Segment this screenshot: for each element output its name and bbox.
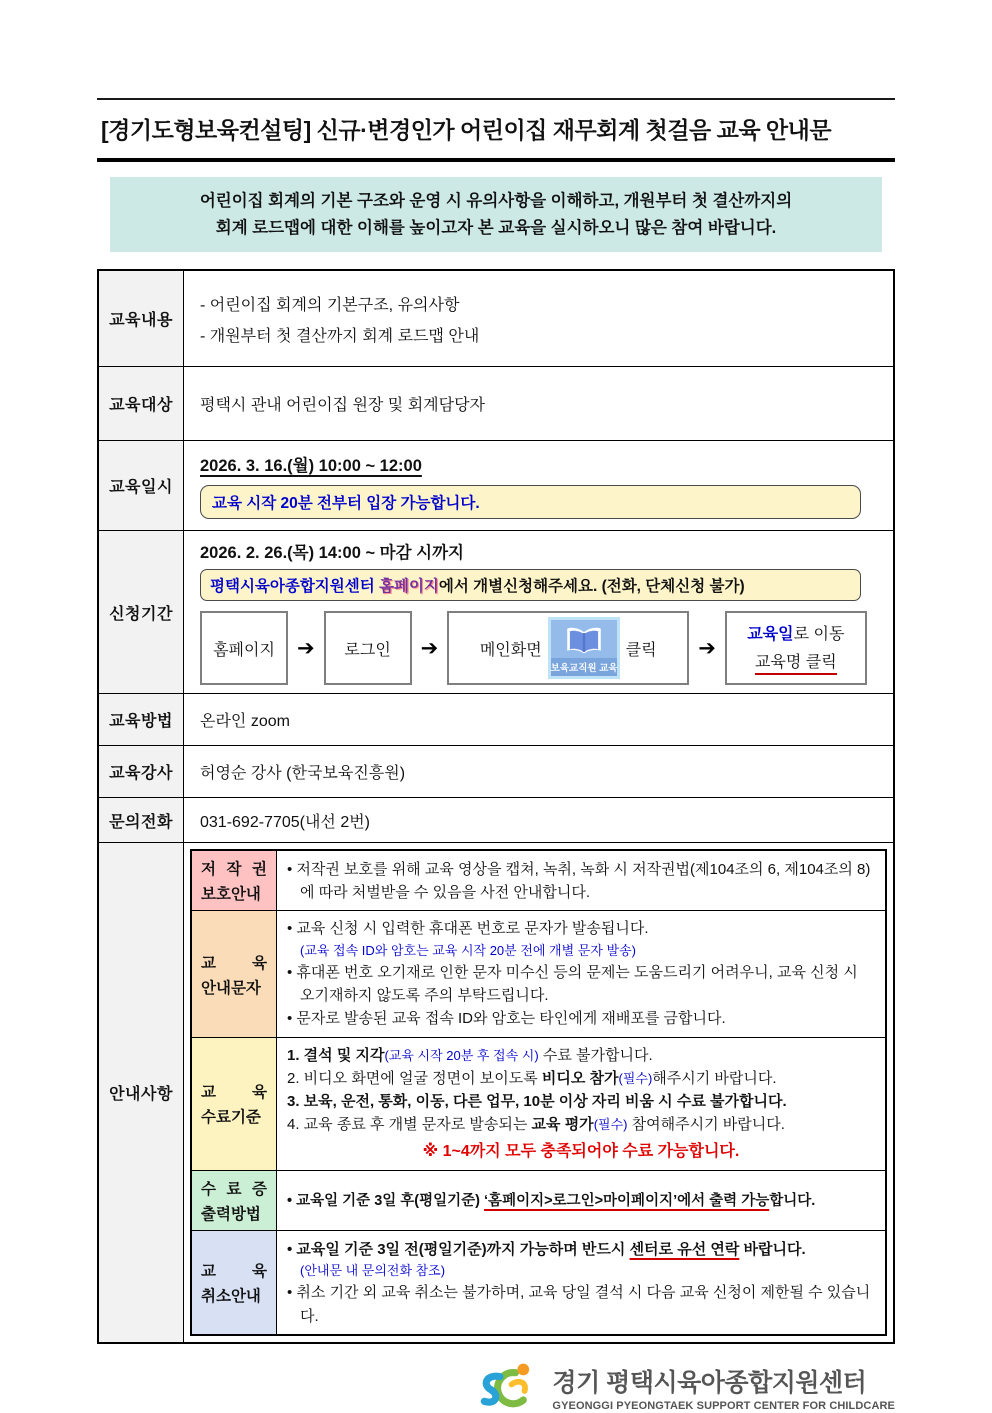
guide-row-certificate [192, 1170, 885, 1230]
row-education-target [99, 366, 893, 440]
guide-label-copyright-line2: 보호안내 [201, 886, 261, 904]
guide-label-completion-line1: 교 육 [201, 1084, 267, 1102]
guide-row-sms [192, 910, 885, 1036]
row-education-instructor [99, 745, 893, 797]
open-book-icon [564, 620, 604, 658]
guide-cancel-content [277, 1231, 885, 1334]
page-title: [경기도형보육컨설팅] 신규·변경인가 어린이집 재무회계 첫걸음 교육 안내문 [101, 117, 832, 143]
completion-item-4 [287, 1113, 875, 1136]
guide-label-certificate [192, 1171, 277, 1230]
flow-step-education-day [725, 611, 867, 685]
tile-caption: 보육교직원 교육 [551, 658, 617, 676]
education-target-cell [184, 367, 893, 440]
education-content-item: - 어린이집 회계의 기본구조, 유의사항 [200, 296, 460, 314]
cancel-bullet-1-pre: • 교육일 기준 3일 전(평일기준)까지 가능하며 반드시 [287, 1240, 630, 1258]
guide-row-cancel [192, 1230, 885, 1334]
apply-flow-diagram [200, 611, 881, 685]
guide-certificate-content [277, 1171, 885, 1230]
apply-notice-homepage: 홈페이지 [379, 578, 439, 596]
row-label-guide-notes: 안내사항 [99, 843, 184, 1342]
completion-item-1-rest: 수료 불가합니다. [538, 1046, 653, 1064]
org-name-korean: 경기 평택시육아종합지원센터 [552, 1368, 867, 1397]
certificate-rest: 합니다. [769, 1192, 816, 1209]
completion-item-4-required: (필수) [593, 1117, 628, 1133]
sms-bullet-3: • 문자로 발송된 교육 접속 ID와 암호는 타인에게 재배포를 금합니다. [287, 1010, 726, 1028]
completion-item-2-required: (필수) [618, 1070, 653, 1086]
guide-notes-cell [184, 843, 893, 1342]
org-logo-icon [476, 1361, 542, 1413]
completion-item-2-pre: 2. 비디오 화면에 얼굴 정면이 보이도록 [287, 1069, 542, 1087]
arrow-right-icon: ➔ [420, 636, 439, 660]
education-instructor-text: 허영순 강사 (한국보육진흥원) [200, 765, 406, 783]
flow-step-homepage: 홈페이지 [200, 611, 288, 685]
intro-box [110, 177, 882, 252]
intro-line-1: 어린이집 회계의 기본 구조와 운영 시 유의사항을 이해하고, 개원부터 첫 결산까지의 [199, 192, 793, 210]
sms-bullet-1: • 교육 신청 시 입력한 휴대폰 번호로 문자가 발송됩니다. [287, 920, 649, 938]
flow-education-day-rest: 로 이동 [793, 626, 845, 644]
flow-education-day-em: 교육일 [747, 626, 794, 644]
guide-label-cancel [192, 1231, 277, 1334]
apply-notice-text: 에서 개별신청해주세요. [438, 578, 602, 596]
guide-label-copyright-line1: 저 작 권 [201, 861, 267, 879]
row-label-apply-period: 신청기간 [99, 531, 184, 693]
arrow-right-icon: ➔ [698, 636, 716, 660]
guide-completion-content [277, 1038, 885, 1171]
education-date: 2026. 3. 16.(월) 10:00 ~ 12:00 [200, 457, 422, 476]
certificate-pre: • 교육일 기준 3일 후(평일기준) [287, 1192, 485, 1209]
completion-item-4-bold: 교육 평가 [531, 1116, 594, 1134]
row-contact-phone [99, 797, 893, 842]
guide-label-copyright [192, 851, 277, 910]
row-label-education-method: 교육방법 [99, 694, 184, 745]
flow-click-label: 클릭 [625, 641, 657, 659]
cancel-contact-emphasis: 센터로 유선 연락 [629, 1240, 740, 1258]
row-label-education-target: 교육대상 [99, 367, 184, 440]
certificate-path: ‘홈페이지>로그인>마이페이지’에서 출력 가능 [484, 1192, 770, 1209]
completion-item-4-rest: 참여해주시기 바랍니다. [627, 1116, 785, 1134]
sms-bullet-2: • 휴대폰 번호 오기재로 인한 문자 미수신 등의 문제는 도움드리기 어려우니, 교육 신청 시 오기재하지 않도록 주의 부탁드립니다. [287, 963, 858, 1005]
arrow-right-icon: ➔ [297, 636, 315, 660]
completion-item-4-pre: 4. 교육 종료 후 개별 문자로 발송되는 [287, 1116, 532, 1134]
education-method-text: 온라인 zoom [200, 713, 290, 731]
sms-bullet-1-note: (교육 접속 ID와 암호는 교육 시작 20분 전에 개별 문자 발송) [300, 942, 636, 958]
document-body [97, 98, 895, 1413]
education-datetime-cell [184, 441, 893, 530]
education-method-cell [184, 694, 893, 745]
apply-notice-center: 평택시육아종합지원센터 [210, 578, 380, 596]
guide-label-sms-line1: 교 육 [201, 954, 267, 972]
cancel-bullet-1 [287, 1238, 875, 1261]
footer [97, 1361, 895, 1413]
education-content-cell [184, 271, 893, 366]
document-title-box [97, 98, 895, 162]
education-target-text: 평택시 관내 어린이집 원장 및 회계담당자 [200, 397, 485, 415]
education-content-item: - 개원부터 첫 결산까지 회계 로드맵 안내 [200, 327, 480, 345]
guide-label-certificate-line2: 출력방법 [201, 1206, 261, 1224]
tile-inner [551, 620, 617, 676]
completion-item-1 [287, 1044, 875, 1067]
contact-phone-cell [184, 798, 893, 842]
completion-item-2-bold: 비디오 참가 [541, 1069, 619, 1087]
guide-label-cancel-line2: 취소안내 [201, 1288, 261, 1306]
guide-label-sms [192, 911, 277, 1036]
guide-sms-content [277, 911, 885, 1036]
row-education-content [99, 271, 893, 366]
guide-label-completion-line2: 수료기준 [201, 1109, 261, 1127]
guide-copyright-content [277, 851, 885, 910]
row-label-education-content: 교육내용 [99, 271, 184, 366]
apply-notice-restriction: (전화, 단체신청 불가) [601, 578, 745, 596]
guide-label-completion [192, 1038, 277, 1171]
contact-phone-text: 031-692-7705(내선 2번) [200, 813, 371, 831]
cancel-bullet-1-rest: 바랍니다. [739, 1240, 806, 1258]
flow-step-mainscreen [447, 611, 689, 685]
flow-education-name-click: 교육명 클릭 [755, 649, 837, 675]
completion-item-2-rest: 해주시기 바랍니다. [652, 1069, 777, 1087]
childcare-education-tile [548, 617, 620, 679]
guide-label-cancel-line1: 교 육 [201, 1263, 267, 1281]
row-education-method [99, 693, 893, 745]
completion-warning: ※ 1~4까지 모두 충족되어야 수료 가능합니다. [422, 1142, 740, 1160]
copyright-bullet: • 저작권 보호를 위해 교육 영상을 캡쳐, 녹취, 녹화 시 저작권법(제104조의 6, 제104조의 8)에 따라 처벌받을 수 있음을 사전 안내합니다. [287, 860, 871, 901]
row-guide-notes [99, 842, 893, 1342]
guide-label-certificate-line1: 수 료 증 [201, 1181, 267, 1199]
education-instructor-cell [184, 746, 893, 797]
entry-time-note: 교육 시작 20분 전부터 입장 가능합니다. [200, 485, 861, 519]
apply-notice [200, 569, 861, 601]
completion-item-1-bold: 1. 결석 및 지각 [287, 1046, 385, 1064]
cancel-bullet-1-note: (안내문 내 문의전화 참조) [300, 1263, 446, 1279]
guide-inner-table [190, 849, 887, 1336]
guide-row-copyright [192, 851, 885, 910]
row-apply-period [99, 530, 893, 693]
cancel-bullet-2: • 취소 기간 외 교육 취소는 불가하며, 교육 당일 결석 시 다음 교육 신청이 제한될 수 있습니다. [287, 1284, 871, 1325]
completion-item-2 [287, 1067, 875, 1090]
apply-period: 2026. 2. 26.(목) 14:00 ~ 마감 시까지 [200, 544, 464, 563]
flow-mainscreen-label: 메인화면 [479, 641, 542, 659]
certificate-bullet [287, 1190, 875, 1212]
row-label-education-instructor: 교육강사 [99, 746, 184, 797]
flow-step-login: 로그인 [324, 611, 412, 685]
org-name-english: GYEONGGI PYEONGTAEK SUPPORT CENTER FOR CHILDCARE [552, 1399, 895, 1412]
info-table [97, 269, 895, 1344]
completion-item-3: 3. 보육, 운전, 통화, 이동, 다른 업무, 10분 이상 자리 비움 시 수료 불가합니다. [287, 1093, 787, 1111]
intro-line-2: 회계 로드맵에 대한 이해를 높이고자 본 교육을 실시하오니 많은 참여 바랍니다. [215, 218, 777, 237]
guide-row-completion [192, 1037, 885, 1171]
apply-period-cell [184, 531, 893, 693]
flow-education-day-line1 [747, 621, 844, 644]
row-label-education-datetime: 교육일시 [99, 441, 184, 530]
org-name-block [552, 1363, 895, 1412]
row-label-contact-phone: 문의전화 [99, 798, 184, 842]
guide-label-sms-line2: 안내문자 [201, 979, 261, 997]
completion-item-1-condition: (교육 시작 20분 후 접속 시) [384, 1047, 539, 1063]
row-education-datetime [99, 440, 893, 530]
